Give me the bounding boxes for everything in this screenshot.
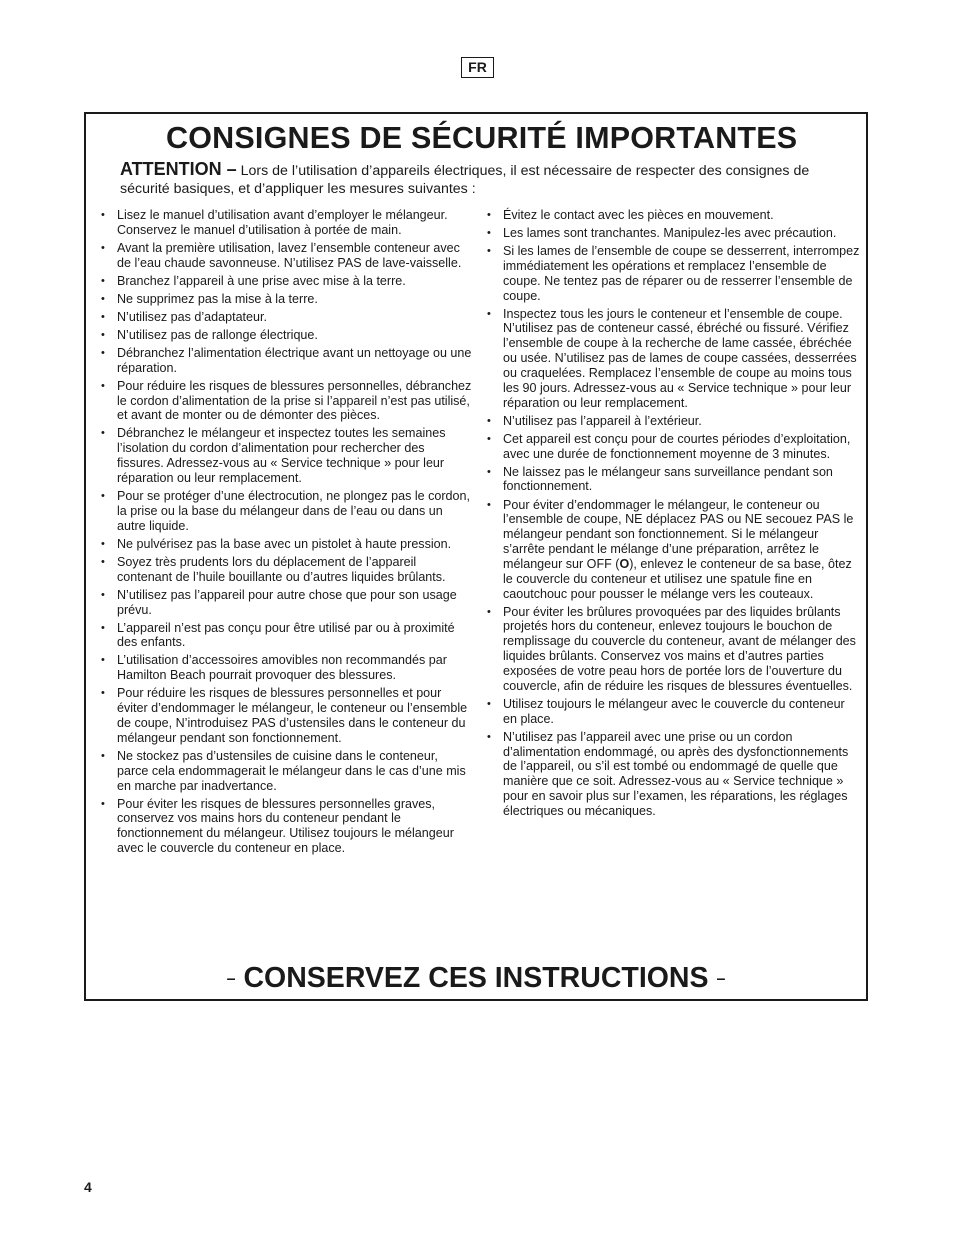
bullet-icon: • — [487, 209, 491, 221]
bullet-icon: • — [101, 490, 105, 503]
list-item-text: Cet appareil est conçu pour de courtes périodes d’exploitation, avec une durée de fonctionnement moyenne de 3 minutes. — [503, 431, 851, 461]
list-item — [100, 426, 472, 485]
intro-text: Lors de l’utilisation d’appareils électriques, il est nécessaire de respecter des consignes de sécurité basiques, et d’appliquer les mesures suivantes : — [120, 163, 810, 197]
list-item-text: Lisez le manuel d’utilisation avant d’employer le mélangeur. Conservez le manuel d’utilisation à portée de main. — [117, 208, 448, 237]
list-item-text: Pour éviter les brûlures provoquées par des liquides brûlants projetés hors du conteneur, enlevez toujours le bouchon de remplissage du couvercle du conteneur, avant de mélanger des liquides brûlants. Conservez vos mains et d’autres parties exposées de votre peau hors de portée lors de l’ouverture du couvercle, afin de réduire les risques de blessures éventuelles. — [503, 604, 856, 693]
footer-dash-right: – — [716, 970, 726, 988]
list-item — [100, 537, 472, 552]
bullet-icon: • — [487, 414, 491, 427]
safety-list-left — [100, 208, 472, 859]
footer-dash-left: – — [226, 970, 236, 988]
list-item-text: N’utilisez pas l’appareil à l’extérieur. — [503, 413, 702, 428]
list-item-text: Pour éviter les risques de blessures personnelles graves, conservez vos mains hors du conteneur pendant le fonctionnement du mélangeur. Utilisez toujours le mélangeur avec le couvercle du conteneur en place. — [117, 796, 454, 856]
list-item-text: Les lames sont tranchantes. Manipulez-les avec précaution. — [503, 226, 837, 241]
bullet-icon: • — [101, 379, 105, 392]
off-symbol: O — [619, 556, 630, 571]
list-item-text: Évitez le contact avec les pièces en mouvement. — [503, 208, 774, 222]
safety-list-right — [486, 208, 860, 822]
footer-banner — [86, 962, 866, 995]
safety-frame — [84, 112, 868, 1001]
list-item — [100, 621, 472, 651]
list-item-text: N’utilisez pas l’appareil pour autre chose que pour son usage prévu. — [117, 587, 457, 617]
bullet-icon: • — [101, 427, 105, 440]
list-item-text: Avant la première utilisation, lavez l’ensemble conteneur avec de l’eau chaude savonneuse. N’utilisez PAS de lave-vaisselle. — [117, 240, 462, 270]
bullet-icon: • — [101, 310, 105, 323]
page-title: CONSIGNES DE SÉCURITÉ IMPORTANTES — [166, 121, 798, 155]
bullet-icon: • — [101, 241, 105, 254]
bullet-icon: • — [487, 307, 491, 320]
list-item — [100, 489, 472, 534]
bullet-icon: • — [101, 328, 105, 341]
bullet-icon: • — [101, 797, 105, 810]
intro-paragraph — [120, 160, 820, 198]
list-item-text: N’utilisez pas de rallonge électrique. — [117, 327, 318, 342]
bullet-icon: • — [101, 292, 105, 305]
list-item-text: Utilisez toujours le mélangeur avec le couvercle du conteneur en place. — [503, 696, 845, 726]
list-item — [486, 307, 860, 411]
bullet-icon: • — [101, 621, 105, 634]
bullet-icon: • — [487, 465, 491, 478]
list-item — [100, 208, 472, 238]
bullet-icon: • — [101, 588, 105, 601]
bullet-icon: • — [487, 245, 491, 258]
list-item-text: Pour se protéger d’une électrocution, ne plongez pas le cordon, la prise ou la base du mélangeur dans de l’eau ou dans un autre liquide. — [117, 489, 470, 533]
list-item-text: Débranchez l’alimentation électrique avant un nettoyage ou une réparation. — [117, 345, 472, 375]
list-item — [100, 241, 472, 271]
list-item-text: Ne stockez pas d’ustensiles de cuisine dans le conteneur, parce cela endommagerait le mélangeur dans le cas d’une mis en marche par inadvertance. — [117, 748, 466, 793]
list-item-text: L’appareil n’est pas conçu pour être utilisé par ou à proximité des enfants. — [117, 620, 455, 650]
list-item — [100, 379, 472, 424]
list-item-text: Débranchez le mélangeur et inspectez toutes les semaines l’isolation du cordon d’alimentation pour rechercher des fissures. Adressez-vous au « Service technique » pour leur réparation ou leur remplacement. — [117, 426, 446, 485]
list-item-text: Branchez l’appareil à une prise avec mise à la terre. — [117, 273, 406, 288]
list-item — [486, 226, 860, 241]
intro-lead: ATTENTION – — [120, 159, 237, 179]
list-item — [100, 328, 472, 343]
bullet-icon: • — [101, 687, 105, 700]
list-item-text: Inspectez tous les jours le conteneur et l’ensemble de coupe. N’utilisez pas de conteneur cassé, ébréché ou fissuré. Vérifiez l’ensemble de coupe à la recherche de lame cassée, ébréchée ou usée. N’utilisez pas de lames de coupe cassées, desserrées ou craquelées. Remplacez l’ensemble de coupe au moins tous les 90 jours. Adressez-vous au « Service technique » pour leur réparation ou leur remplacement. — [503, 306, 857, 410]
bullet-icon: • — [487, 697, 491, 710]
list-item — [100, 274, 472, 289]
bullet-icon: • — [487, 498, 491, 511]
list-item-text: Pour éviter d’endommager le mélangeur, le conteneur ou l’ensemble de coupe, NE déplacez PAS ou NE secouez PAS le mélangeur pendant son fonctionnement. Si le mélangeur s’arrête pendant le mélange d’une préparation, arrêtez le mélangeur sur OFF (O), enlevez le conteneur de sa base, ôtez le couvercle du conteneur et utilisez une spatule fine en caoutchouc pour pousser le mélange vers les couteaux. — [503, 497, 854, 601]
list-item-text: Pour réduire les risques de blessures personnelles et pour éviter d’endommager le mélangeur, le conteneur ou l’ensemble de coupe, N’introduisez PAS d’ustensiles dans le conteneur du mélangeur pendant son fonctionnement. — [117, 686, 468, 745]
list-item — [486, 414, 860, 429]
page-number: 4 — [84, 1179, 92, 1195]
footer-text: CONSERVEZ CES INSTRUCTIONS — [243, 962, 709, 994]
bullet-icon: • — [101, 274, 105, 287]
list-item — [486, 730, 860, 819]
bullet-icon: • — [487, 432, 491, 445]
bullet-icon: • — [101, 209, 105, 221]
bullet-icon: • — [101, 749, 105, 762]
list-item-text: Soyez très prudents lors du déplacement de l’appareil contenant de l’huile bouillante ou d’autres liquides brûlants. — [117, 554, 446, 584]
list-item — [486, 208, 860, 223]
bullet-icon: • — [487, 730, 491, 743]
bullet-icon: • — [101, 555, 105, 568]
list-item — [100, 653, 472, 683]
list-item — [100, 749, 472, 794]
list-item-text: Ne pulvérisez pas la base avec un pistolet à haute pression. — [117, 536, 452, 551]
list-item — [100, 686, 472, 745]
bullet-icon: • — [487, 605, 491, 618]
list-item-text: Ne supprimez pas la mise à la terre. — [117, 291, 318, 306]
language-badge: FR — [461, 57, 494, 78]
list-item-text: Si les lames de l’ensemble de coupe se desserrent, interrompez immédiatement les opérations et remplacez l’ensemble de coupe. Ne tentez pas de réparer ou de resserrer l’ensemble de coupe. — [503, 244, 860, 303]
list-item — [486, 605, 860, 694]
list-item — [486, 244, 860, 303]
list-item — [100, 310, 472, 325]
bullet-icon: • — [101, 537, 105, 550]
bullet-icon: • — [487, 227, 491, 240]
list-item-text: N’utilisez pas l’appareil avec une prise ou un cordon d’alimentation endommagé, ou après des dysfonctionnements de l’appareil, ou s’il est tombé ou endommagé de quelle que manière que ce soit. Adressez-vous au « Service technique » pour en savoir plus sur l’examen, les réparations, les réglages électriques ou mécaniques. — [503, 729, 849, 818]
list-item-text: L’utilisation d’accessoires amovibles non recommandés par Hamilton Beach pourrait provoquer des blessures. — [117, 653, 447, 683]
list-item — [486, 498, 860, 602]
list-item — [100, 797, 472, 856]
bullet-icon: • — [101, 346, 105, 359]
list-item-text: N’utilisez pas d’adaptateur. — [117, 309, 267, 324]
list-item-text: Ne laissez pas le mélangeur sans surveillance pendant son fonctionnement. — [503, 464, 833, 494]
list-item — [100, 555, 472, 585]
list-item-text: Pour réduire les risques de blessures personnelles, débranchez le cordon d’alimentation de la prise si l’appareil n’est pas utilisé, et avant de monter ou de démonter des pièces. — [117, 378, 472, 423]
bullet-icon: • — [101, 654, 105, 667]
list-item — [486, 697, 860, 727]
list-item — [486, 465, 860, 495]
list-item — [100, 292, 472, 307]
list-item — [100, 588, 472, 618]
list-item — [100, 346, 472, 376]
list-item — [486, 432, 860, 462]
